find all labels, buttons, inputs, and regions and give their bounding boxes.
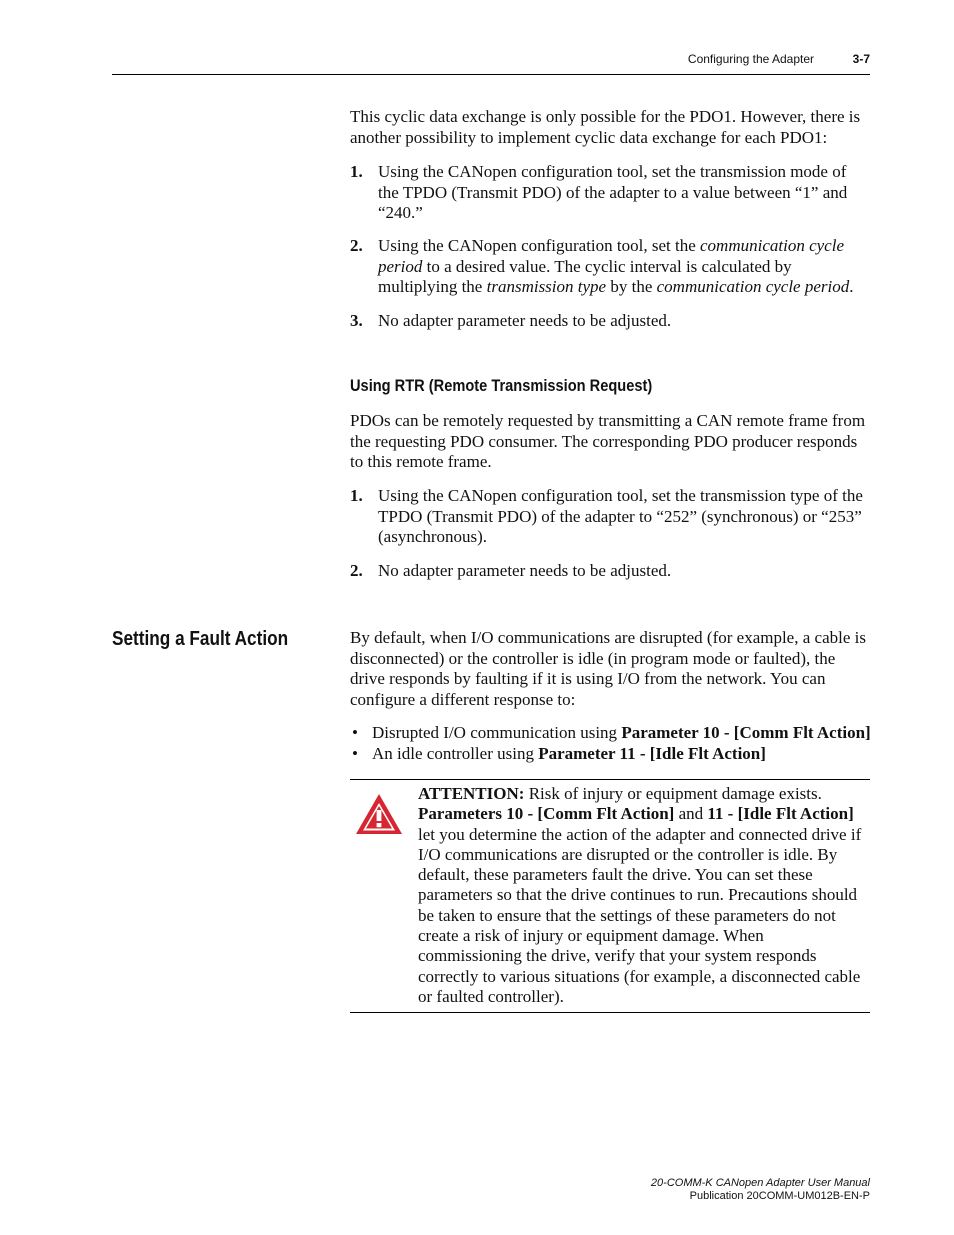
text-run: Using the CANopen configuration tool, set the transmission type of the TPDO (Transmit PDO) of the adapter to “252” (synchronous) or “253” (asynchronous). xyxy=(378,486,863,546)
text-run: 11 - [Idle Flt Action] xyxy=(707,804,854,824)
section1-step-1 xyxy=(350,162,870,224)
attention-text xyxy=(418,784,870,1007)
section2-step-2 xyxy=(350,561,870,582)
footer-manual-title: 20-COMM-K CANopen Adapter User Manual xyxy=(650,1177,870,1189)
text-run: . xyxy=(849,277,854,296)
step-number: 3. xyxy=(350,311,363,330)
step-number: 1. xyxy=(350,486,363,505)
text-run: communication cycle period xyxy=(656,277,850,296)
section2-heading: Using RTR (Remote Transmission Request) xyxy=(350,376,653,395)
step-number: 2. xyxy=(350,236,363,255)
text-run: and xyxy=(674,804,708,824)
text-run: An idle controller using xyxy=(372,743,539,763)
step-text xyxy=(378,311,671,330)
section1-step-2 xyxy=(350,236,870,298)
bullet-dot: • xyxy=(352,743,358,763)
bullet-text xyxy=(372,723,871,742)
text-run: Parameters 10 - [Comm Flt Action] xyxy=(418,804,675,824)
section3-heading: Setting a Fault Action xyxy=(112,628,289,650)
text-run: by the xyxy=(606,277,657,296)
text-run: to a desired value. The cyclic interval is calculated by multiplying the xyxy=(378,256,792,296)
text-run: transmission type xyxy=(486,277,607,296)
text-run: Using the CANopen configuration tool, set the transmission mode of the TPDO (Transmit PDO) of the adapter to a value between “1” and “240.” xyxy=(378,162,848,222)
header-rule xyxy=(112,74,870,75)
header-section-title: Configuring the Adapter xyxy=(687,52,814,66)
bullet-text xyxy=(372,744,766,763)
attention-box xyxy=(350,779,870,1013)
step-text xyxy=(378,486,863,546)
footer-publication: Publication 20COMM-UM012B-EN-P xyxy=(689,1190,870,1202)
section2-step-1 xyxy=(350,486,870,548)
section1-intro: This cyclic data exchange is only possible for the PDO1. However, there is another possibility to implement cyclic data exchange for each PDO1: xyxy=(350,107,861,147)
page-header xyxy=(112,52,870,68)
text-run: No adapter parameter needs to be adjusted. xyxy=(378,561,672,580)
section3-intro: By default, when I/O communications are disrupted (for example, a cable is disconnected) or the controller is idle (in program mode or faulted), the drive responds by faulting if it is using I/O from the network. You can configure a different response to: xyxy=(350,628,866,709)
text-run: Parameter 11 - [Idle Flt Action] xyxy=(538,743,766,763)
text-run: Parameter 10 - [Comm Flt Action] xyxy=(621,723,871,742)
section3-bullets xyxy=(350,723,880,764)
text-run: Disrupted I/O communication using xyxy=(372,723,622,742)
bullet-item-2 xyxy=(350,744,880,765)
text-run: Risk of injury or equipment damage exists. xyxy=(524,784,822,803)
step-text xyxy=(378,236,853,296)
step-text xyxy=(378,162,847,222)
text-run: No adapter parameter needs to be adjusted. xyxy=(378,311,672,330)
step-number: 2. xyxy=(350,561,363,580)
step-text xyxy=(378,561,671,580)
warning-triangle-icon xyxy=(354,792,404,836)
text-run: communication cycle period xyxy=(378,236,844,276)
text-run: Using the CANopen configuration tool, set the xyxy=(378,236,701,255)
text-run: let you determine the action of the adapter and connected drive if I/O communications are disrupted or the controller is idle. By default, these parameters fault the drive. You can set these parameters so that the drive continues to run. Precautions should be taken to ensure that the settings of these parameters do not create a risk of injury or equipment damage. When commissioning the drive, verify that your system responds correctly to various situations (for example, a disconnected cable or faulted controller). xyxy=(418,824,862,1006)
section2-intro: PDOs can be remotely requested by transmitting a CAN remote frame from the requesting PDO consumer. The corresponding PDO producer responds to this remote frame. xyxy=(350,411,866,471)
header-page-number: 3-7 xyxy=(852,52,870,66)
bullet-dot: • xyxy=(352,723,358,742)
section1-step-3 xyxy=(350,311,870,332)
bullet-item-1 xyxy=(350,723,880,744)
text-run: ATTENTION: xyxy=(418,784,525,803)
step-number: 1. xyxy=(350,162,363,181)
